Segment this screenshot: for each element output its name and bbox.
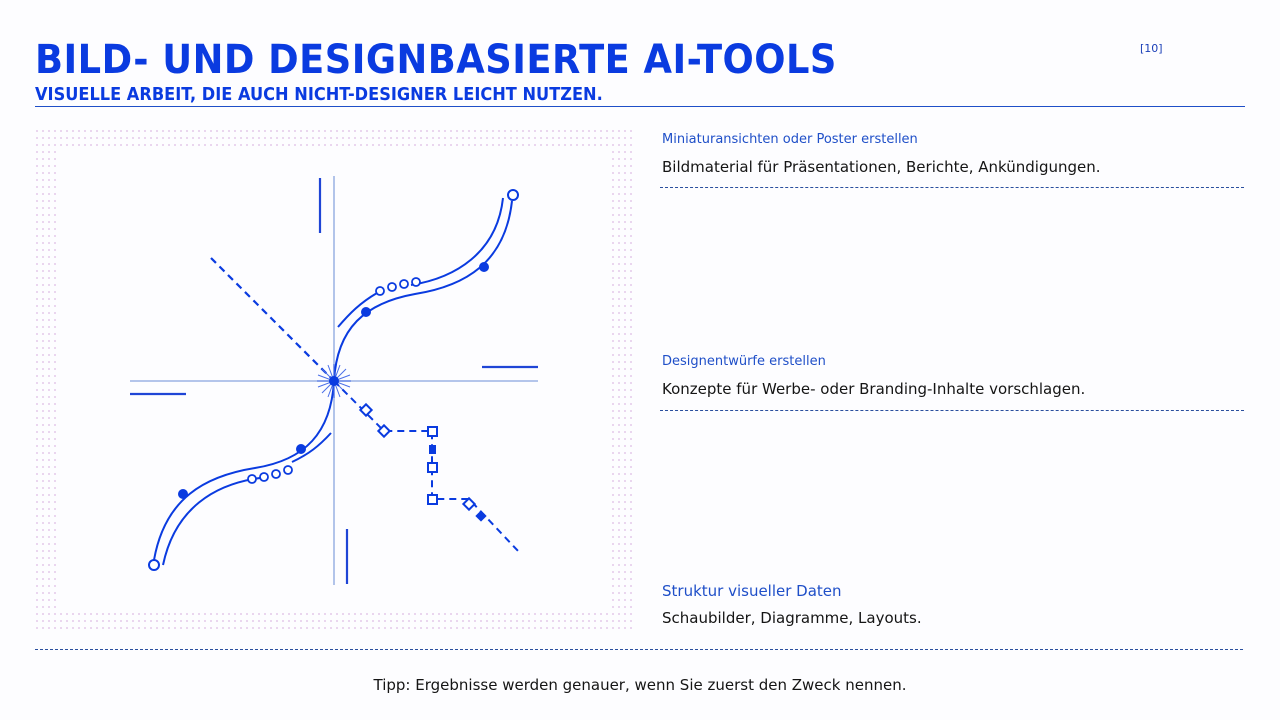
feature-item-posters (662, 131, 1244, 177)
filled-node-icon (479, 262, 489, 272)
footer-tip: Tipp: Ergebnisse werden genauer, wenn Sie zuerst den Zweck nennen. (373, 676, 907, 694)
page-title: BILD- UND DESIGNBASIERTE AI-TOOLS (35, 37, 837, 83)
feature-item-design-drafts (662, 353, 1244, 399)
page-subtitle: VISUELLE ARBEIT, DIE AUCH NICHT-DESIGNER LEICHT NUTZEN. (35, 84, 603, 105)
diamond-marker-icon (475, 510, 486, 521)
filled-node-icon (178, 489, 188, 499)
feature-divider (660, 187, 1244, 188)
page-number: [10] (1140, 42, 1163, 55)
dashed-diagonal-line (211, 258, 334, 381)
feature-title: Miniaturansichten oder Poster erstellen (662, 132, 918, 147)
feature-title: Struktur visueller Daten (662, 582, 842, 600)
square-marker-icon (429, 445, 436, 454)
dashed-marker-path (334, 381, 519, 552)
illustration-panel (35, 128, 633, 631)
footer-divider (35, 649, 1243, 650)
feature-description: Schaubilder, Diagramme, Layouts. (662, 609, 922, 627)
filled-node-icon (296, 444, 306, 454)
header-divider (35, 106, 1245, 107)
hollow-bead-icon (376, 278, 420, 295)
abstract-curve-diagram (35, 128, 633, 631)
feature-description: Konzepte für Werbe- oder Branding-Inhalte vorschlagen. (662, 380, 1086, 398)
feature-description: Bildmaterial für Präsentationen, Berichte, Ankündigungen. (662, 158, 1101, 176)
lower-s-curve (154, 381, 334, 565)
diamond-marker-icon (360, 404, 474, 509)
filled-node-icon (361, 307, 371, 317)
feature-title: Designentwürfe erstellen (662, 354, 826, 369)
feature-item-visual-data (662, 582, 1244, 628)
curve-endpoint-icon (508, 190, 518, 200)
upper-s-curve (334, 198, 512, 381)
curve-endpoint-icon (149, 560, 159, 570)
feature-divider (660, 410, 1244, 411)
